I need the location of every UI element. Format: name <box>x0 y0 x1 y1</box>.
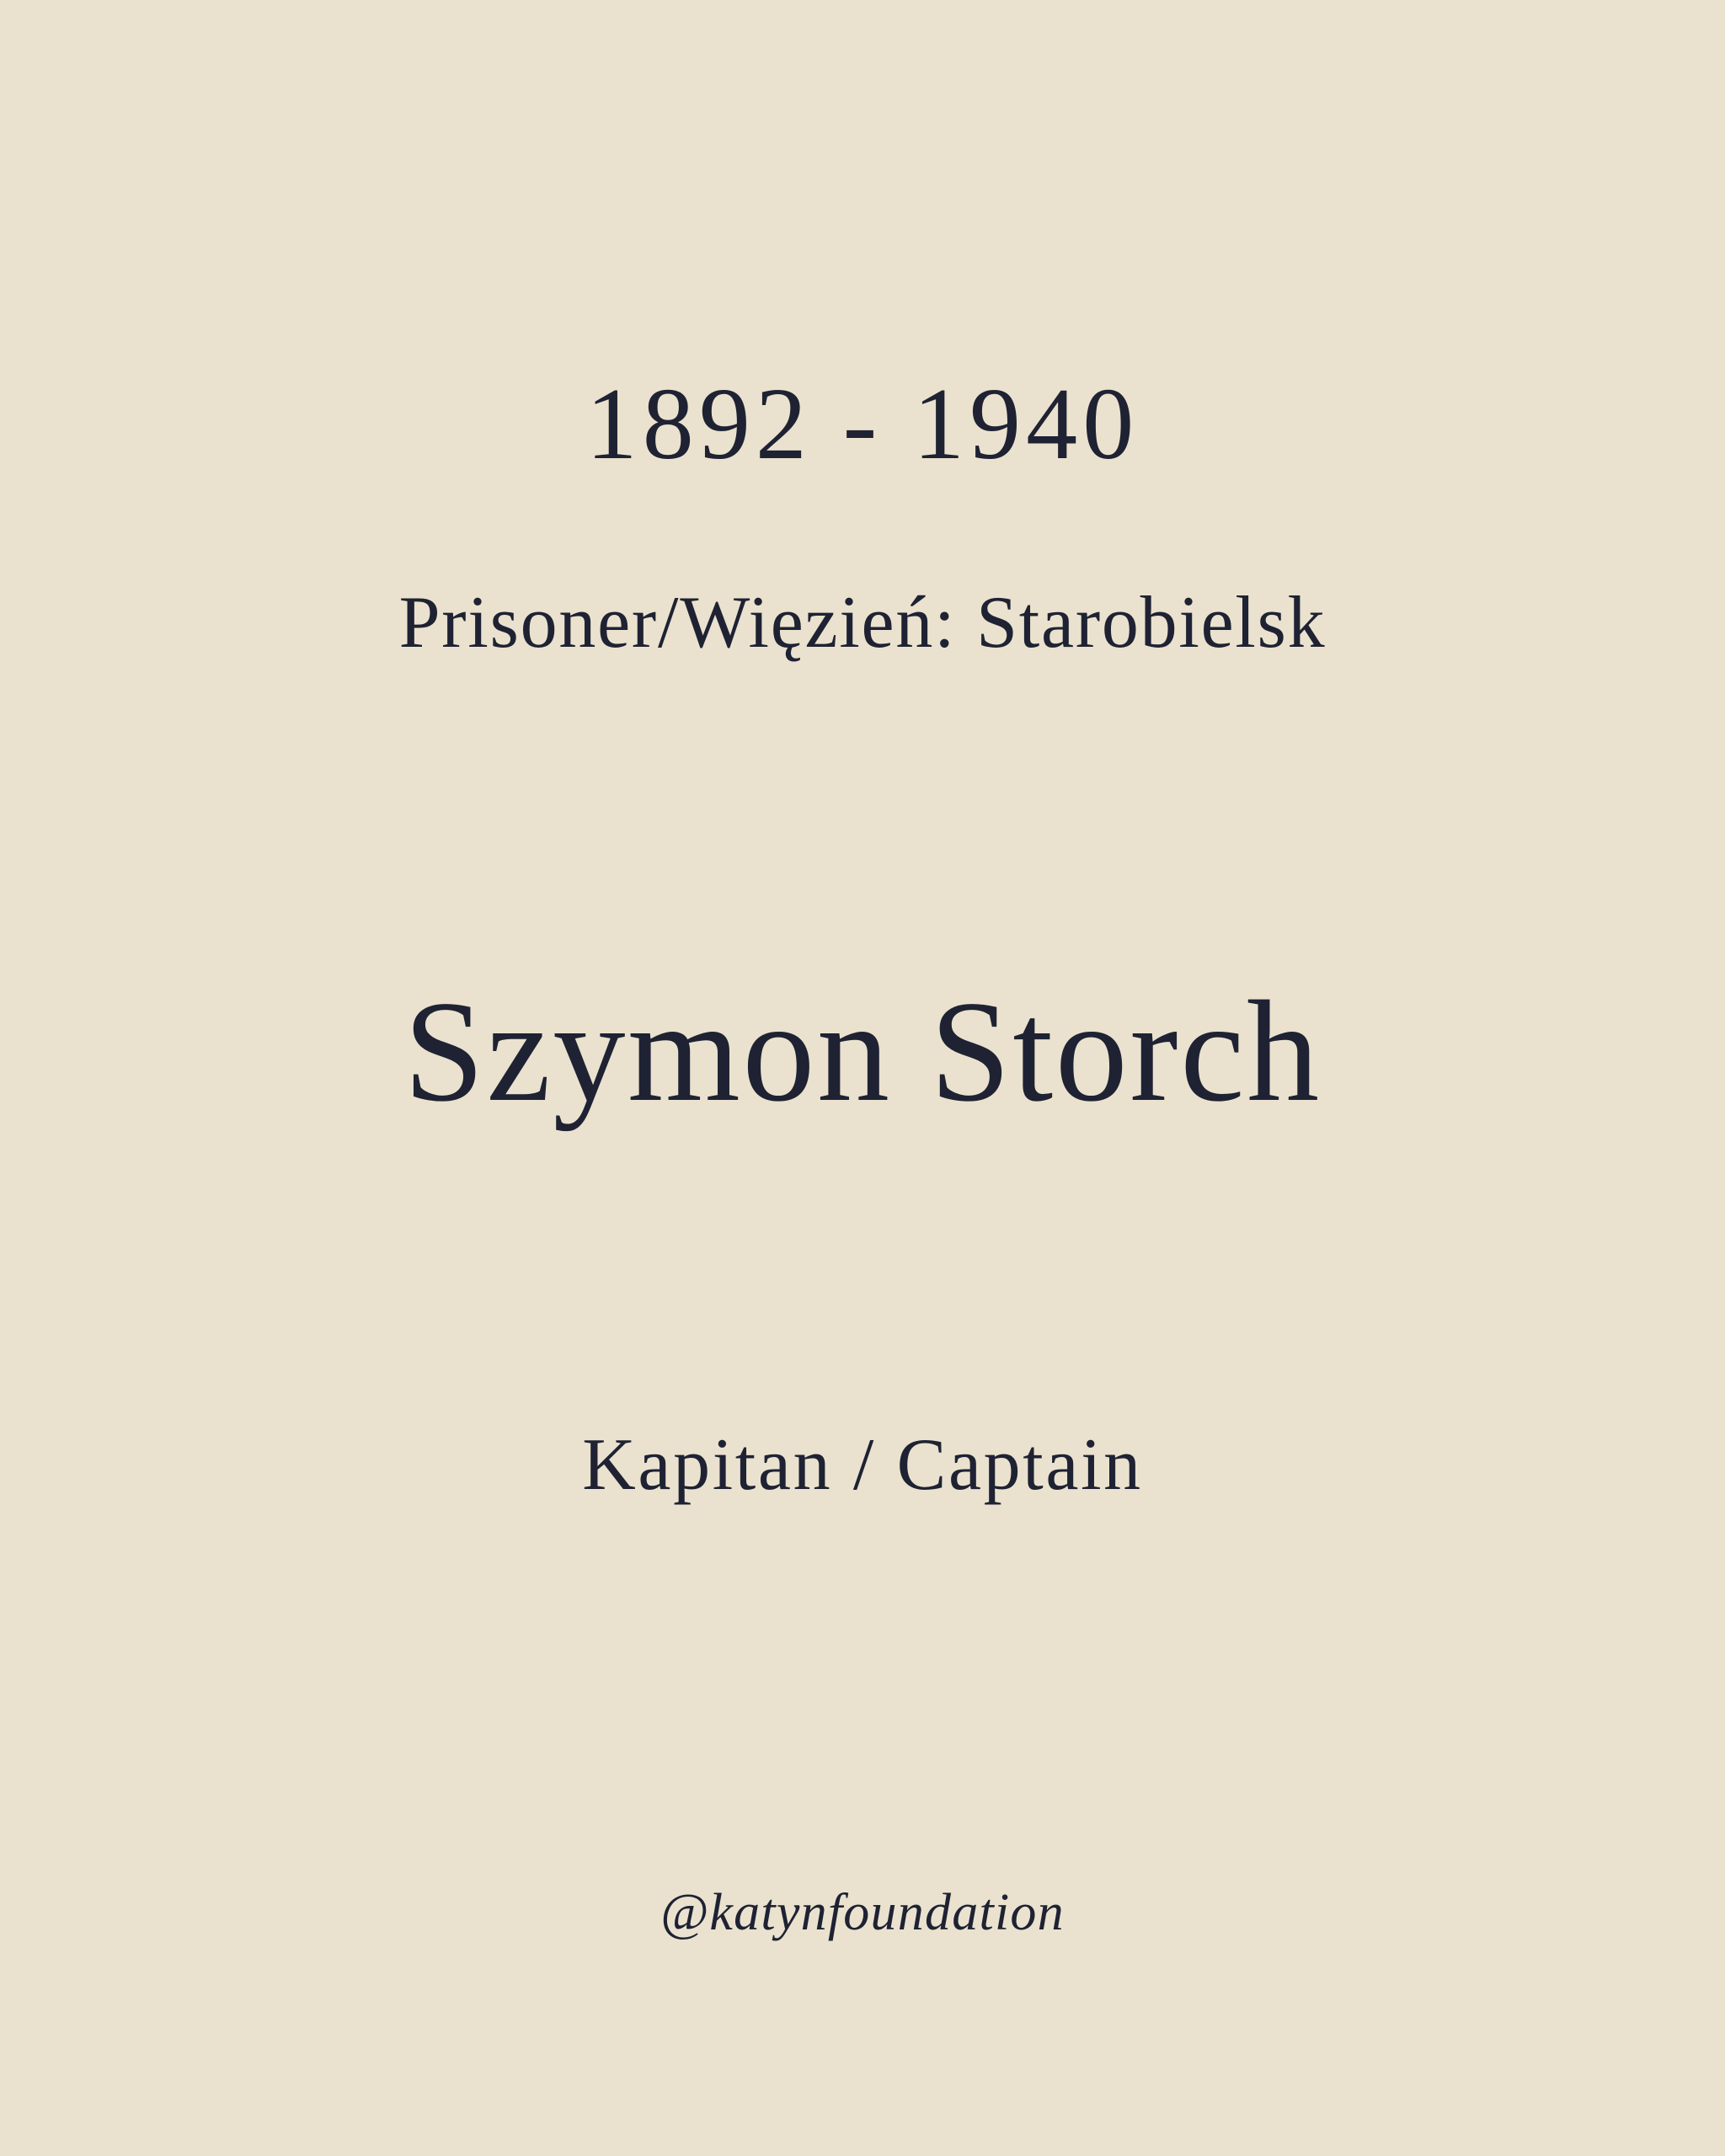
military-rank-text: Kapitan / Captain <box>582 1424 1143 1506</box>
person-name-text: Szymon Storch <box>403 972 1322 1132</box>
social-handle-text: @katynfoundation <box>660 1884 1065 1941</box>
life-years-text: 1892 - 1940 <box>585 367 1140 481</box>
prisoner-camp-text: Prisoner/Więzień: Starobielsk <box>398 582 1327 664</box>
